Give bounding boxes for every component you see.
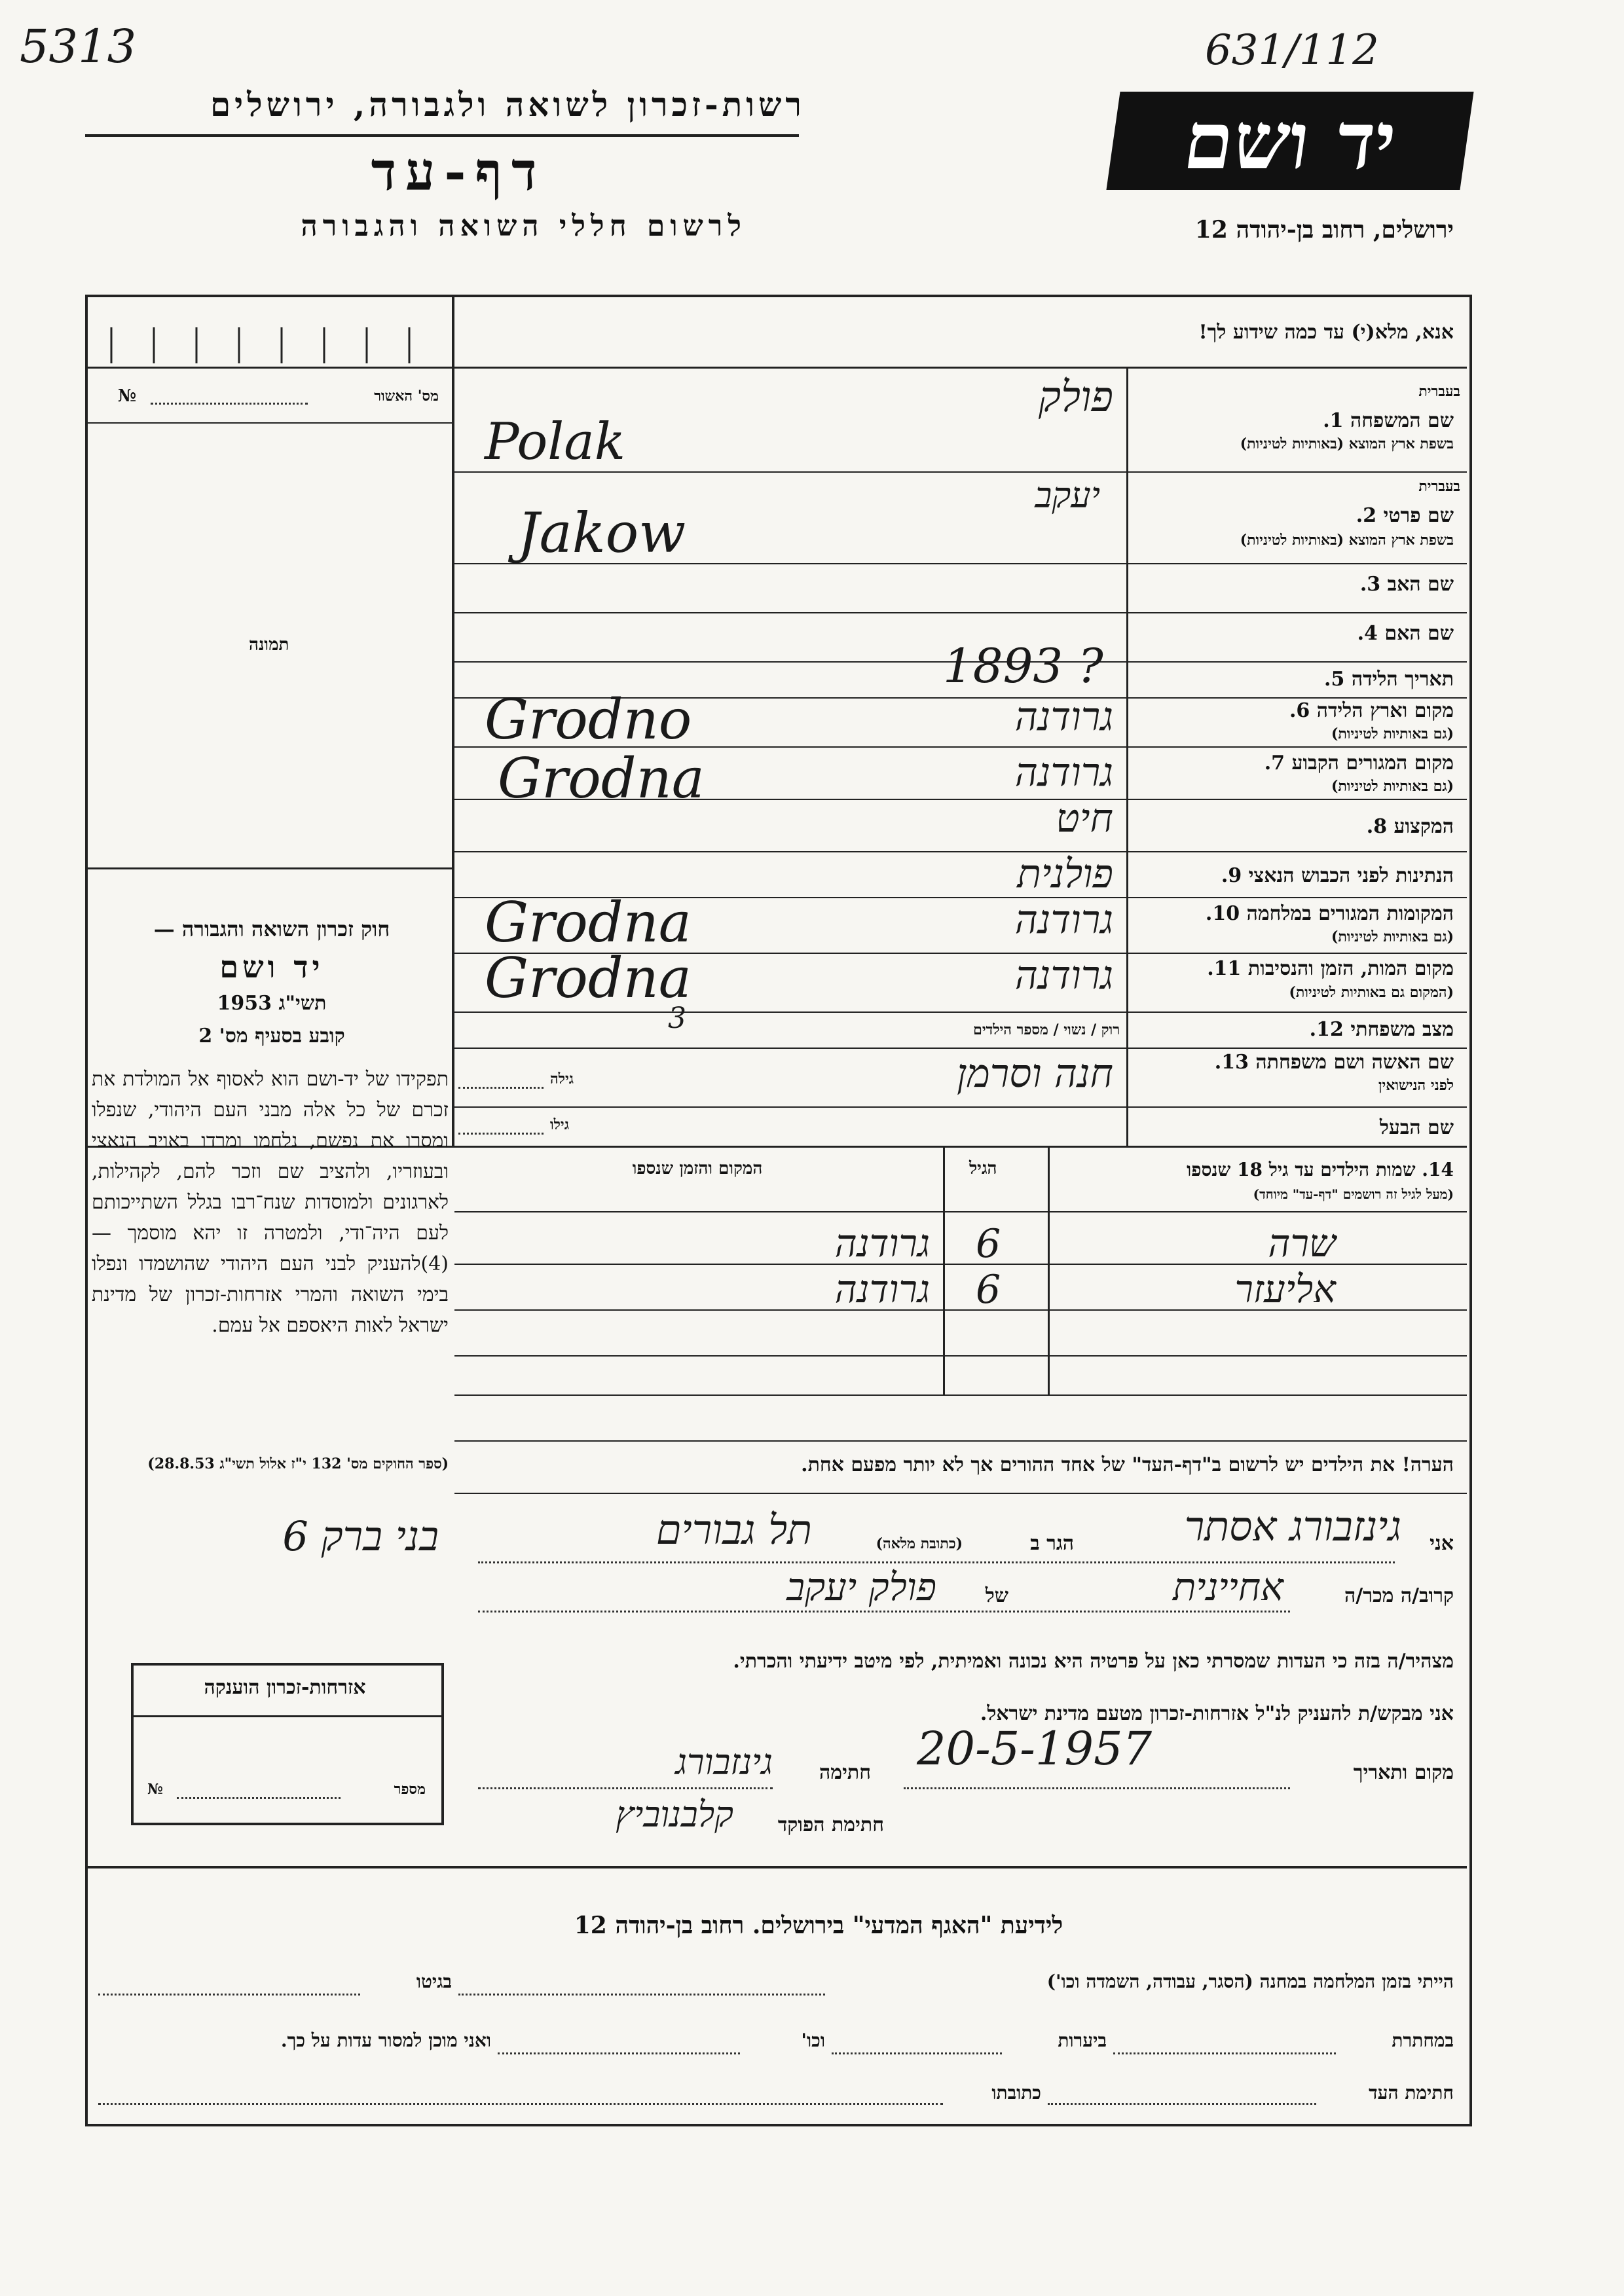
children-header-rule: [454, 1211, 1467, 1212]
birth-place-latin[interactable]: Grodno: [485, 687, 692, 752]
footer-line1: הייתי בזמן המלחמה במחנה (הסגר, עבודה, השמדה וכו'): [1046, 1971, 1454, 1992]
archive-mark-right: 631/112: [1205, 26, 1379, 75]
place-date-rule: [904, 1787, 1290, 1789]
field-label-first-name: [1133, 504, 1454, 527]
field-label-birth-place: [1133, 699, 1454, 722]
children-label: 14. שמות הילדים עד גיל 18 שנספו: [1187, 1159, 1454, 1180]
citizenship-value[interactable]: פולנית: [1017, 851, 1113, 897]
children-col-place: המקום והזמן שנספו: [632, 1159, 763, 1178]
law-name: יד ושם: [219, 949, 324, 985]
field-number: 5.: [1324, 668, 1345, 691]
underground-field[interactable]: [1113, 2052, 1336, 2054]
war-residence-latin[interactable]: Grodna: [485, 890, 692, 955]
place-date-label: מקום ותאריך: [1353, 1761, 1454, 1784]
photo-bottom-rule: [85, 867, 452, 869]
marital-options: רוק / נשוי / מספר הילדים: [973, 1021, 1120, 1038]
archive-mark-left: 5313: [20, 20, 137, 73]
row-rule: [454, 1011, 1467, 1013]
instruction-rule: [85, 367, 1467, 369]
note-top-rule: [454, 1440, 1467, 1442]
label-column-divider: [1126, 367, 1128, 1146]
citizenship-no-sign: №: [147, 1781, 163, 1798]
child-name[interactable]: שרה: [1268, 1221, 1336, 1266]
husband-age-label: גילו: [550, 1116, 569, 1133]
forests-field[interactable]: [832, 2052, 1002, 2054]
approval-number-field[interactable]: [151, 403, 308, 405]
witness-address[interactable]: תל גבורים: [655, 1506, 812, 1554]
first-name-hebrew[interactable]: יעקב: [1035, 475, 1100, 516]
field-number: 8.: [1366, 815, 1388, 838]
ghetto-field[interactable]: [98, 1994, 360, 1995]
child-age[interactable]: 6: [976, 1221, 1001, 1267]
declaration: מצהיר/ה בזה כי העדות שמסרתי כאן על פרטיה היא נכונה ואמיתית, לפי מיטב ידיעתי והכרתי.: [733, 1650, 1454, 1673]
signature-label: חתימה: [819, 1761, 871, 1784]
children-row-rule: [454, 1394, 1467, 1396]
footer-title: לידיעת "האגף המדעי" בירושלים. רחוב בן-יהודה 12: [574, 1912, 1063, 1939]
yad-vashem-logo: [1106, 92, 1473, 190]
field-label-birth-date: [1133, 668, 1454, 691]
row-rule: [454, 612, 1467, 613]
authority-title: רשות-זכרון לשואה ולגבורה, ירושלים: [210, 85, 805, 124]
footer-rule: [85, 1866, 1467, 1868]
death-place-latin[interactable]: Grodna: [485, 946, 692, 1010]
etc-field[interactable]: [498, 2052, 740, 2054]
footer-underground: במחתרת: [1392, 2030, 1454, 2051]
address: ירושלים, רחוב בן-יהודה 12: [1194, 216, 1454, 244]
field-label-text: המקצוע: [1393, 815, 1454, 838]
footer-witness-sig: חתימת העד: [1369, 2082, 1454, 2104]
field-number: 12.: [1309, 1018, 1344, 1041]
law-text: תפקידו של יד-ושם הוא לאסוף אל המולדת את זכרם של כל אלה מבני העם היהודי, שנפלו ומסרו את נפשם, נלחמו ומרדו באויב הנאצי ובעוזריו, ולהציב שם וזכר להם, לקהילות, לארגונים ולמוסדות שנח־רבו בגלל השתייכותם לעם היה־ודי, ולמטרה זו יהא מוסמך — (4)להעניק לבני העם היהודי שהושמדו ונפלו בימי השואה והמרי אזרחות-זכרון של מדינת ישראל לאות היאספם אל עמם.: [92, 1068, 449, 1337]
relative-prefix: קרוב/ה מכר/ה: [1344, 1584, 1454, 1607]
first-name-latin[interactable]: Jakow: [517, 501, 686, 565]
citizenship-box-rule: [131, 1715, 444, 1717]
field-label-citizenship: [1133, 864, 1454, 887]
death-place-hebrew[interactable]: גרודנה: [1014, 953, 1113, 998]
field-sub-death-place: (המקום גם באותיות לטיניות): [1289, 984, 1454, 1001]
tick-strip: [85, 324, 452, 363]
field-sub-wife: לפני הנישואין: [1378, 1077, 1454, 1094]
field-label-text: המקומות המגורים במלחמה: [1246, 902, 1454, 925]
tick-marks: [85, 324, 452, 363]
row-rule: [454, 1048, 1467, 1049]
field-sub-residence: (גם באותיות לטיניות): [1331, 778, 1454, 795]
field-label-marital: [1133, 1018, 1454, 1041]
field-label-text: מקום המות, הזמן והנסיבות: [1247, 957, 1454, 980]
citizenship-number-label: מספר: [394, 1781, 426, 1798]
field-number: 4.: [1357, 622, 1378, 645]
wife-name-value[interactable]: חנה וסרמן: [956, 1051, 1113, 1097]
witness-resides: הגר ב: [1030, 1532, 1074, 1555]
wife-age-label: גילה: [550, 1070, 574, 1087]
approval-label: מס' האשור: [374, 388, 439, 405]
field-label-wife: [1133, 1051, 1454, 1074]
citizenship-number-field[interactable]: [177, 1797, 341, 1799]
citizenship-box-title: אזרחות-זכרון הוענקה: [204, 1676, 366, 1699]
law-section: קובע בסעיף מס' 2: [198, 1025, 345, 1048]
witness-prefix: אני: [1430, 1532, 1454, 1555]
hebrew-tag-2: בעברית: [1418, 478, 1460, 495]
photo-top-rule: [85, 422, 452, 424]
field-number: 11.: [1207, 957, 1242, 980]
field-label-mother: [1133, 622, 1454, 645]
family-name-hebrew[interactable]: פולק: [1038, 373, 1113, 422]
field-label-text: שם האם: [1384, 622, 1454, 645]
relative-relation[interactable]: אחיינית: [1173, 1565, 1283, 1609]
child-age[interactable]: 6: [976, 1267, 1001, 1313]
official-sig-value[interactable]: קלבנוביץ: [616, 1794, 733, 1835]
children-row-rule: [454, 1355, 1467, 1357]
child-place[interactable]: גרודנה: [834, 1267, 930, 1311]
profession-value[interactable]: חיט: [1056, 795, 1113, 841]
field-label-text: שם פרטי: [1383, 504, 1454, 527]
footer-ready: ואני מוכן למסור עדות על כך.: [280, 2030, 491, 2051]
camp-field[interactable]: [458, 1994, 825, 1995]
witness-address-field[interactable]: [98, 2103, 943, 2105]
field-label-husband: שם הבעל: [1379, 1116, 1454, 1139]
note-bottom-rule: [454, 1493, 1467, 1494]
witness-line-rule: [478, 1561, 1395, 1563]
row-rule: [454, 471, 1467, 473]
row-rule: [454, 1106, 1467, 1108]
law-heading: חוק זכרון השואה והגבורה —: [153, 917, 390, 941]
hebrew-tag-1: בעברית: [1418, 383, 1460, 400]
children-sub: (מעל לגיל זה רושמים "דף-עד" מיוחד): [1253, 1186, 1454, 1202]
footer-etc: וכו': [801, 2030, 825, 2051]
signature-value[interactable]: גינזבורג: [675, 1741, 773, 1783]
field-sub-first-name: בשפת ארץ המוצא (באותיות לטיניות): [1240, 532, 1454, 549]
field-label-text: הנתינות לפני הכבוש הנאצי: [1248, 864, 1454, 887]
witness-sig-field[interactable]: [1048, 2103, 1316, 2105]
law-reference: (ספר החוקים מס' 132 י"ז אלול תשי"ג 28.8.53): [147, 1455, 449, 1472]
field-number: 2.: [1356, 504, 1377, 527]
war-residence-hebrew[interactable]: גרודנה: [1014, 897, 1113, 943]
field-number: 3.: [1359, 573, 1381, 596]
page-title: דף-עד: [371, 141, 546, 202]
request: אני מבקש/ת להעניק לנ"ל אזרחות-זכרון מטעם מדינת ישראל.: [980, 1702, 1454, 1725]
family-name-latin[interactable]: Polak: [485, 412, 625, 471]
residence-hebrew[interactable]: גרודנה: [1014, 750, 1113, 795]
signature-rule: [478, 1787, 773, 1789]
children-count[interactable]: 3: [668, 1002, 686, 1035]
residence-latin[interactable]: Grodna: [498, 746, 705, 811]
field-label-text: מקום וארץ הלידה: [1316, 699, 1454, 722]
field-label-text: מקום המגורים הקבוע: [1291, 752, 1454, 774]
field-number: 7.: [1264, 752, 1285, 774]
witness-name[interactable]: גינזבורג אסתר: [1184, 1503, 1401, 1550]
field-label-family-name: [1133, 409, 1454, 432]
field-sub-birth-place: (גם באותיות לטיניות): [1331, 725, 1454, 742]
witness-address-label: (כתובת מלאה): [876, 1535, 963, 1552]
photo-label: תמונה: [249, 635, 289, 655]
field-label-death-place: [1133, 957, 1454, 980]
field-label-text: תאריך הלידה: [1351, 668, 1454, 691]
field-label-father: [1133, 573, 1454, 596]
birth-date-value[interactable]: 1893 ?: [943, 638, 1103, 693]
field-label-text: שם האב: [1387, 573, 1454, 596]
child-name[interactable]: אליעזר: [1234, 1267, 1336, 1311]
law-year: תשי"ג 1953: [217, 992, 327, 1015]
witness-side-note: בני ברק 6: [282, 1512, 439, 1560]
field-label-war-residence: [1133, 902, 1454, 925]
footer-address: כתובתו: [991, 2082, 1041, 2104]
official-sig-label: חתימת הפוקד: [777, 1813, 884, 1836]
husband-age-field[interactable]: [458, 1133, 544, 1135]
relative-of: של: [985, 1584, 1008, 1607]
field-label-text: שם האשה ושם משפחתה: [1255, 1051, 1454, 1074]
field-sub-family-name: בשפת ארץ המוצא (באותיות לטיניות): [1240, 435, 1454, 452]
page-subtitle: לרשום חללי השואה והגבורה: [301, 210, 747, 243]
children-col-age: הגיל: [969, 1159, 997, 1178]
field-number: 6.: [1289, 699, 1310, 722]
field-label-text: שם המשפחה: [1350, 409, 1454, 432]
field-number: 13.: [1214, 1051, 1249, 1074]
birth-place-hebrew[interactable]: גרודנה: [1014, 694, 1113, 740]
form-instruction: אנא, מלא(י) עד כמה שידוע לך!: [1198, 321, 1454, 344]
footer-forests: ביערות: [1058, 2030, 1107, 2051]
child-place[interactable]: גרודנה: [834, 1221, 930, 1266]
field-label-profession: [1133, 815, 1454, 838]
children-col-divider: [943, 1146, 945, 1394]
column-divider: [452, 295, 454, 1146]
field-sub-war-residence: (גם באותיות לטיניות): [1331, 928, 1454, 945]
place-date-value[interactable]: 20-5-1957: [917, 1722, 1153, 1776]
approval-no-sign: №: [118, 386, 137, 406]
header-rule: [85, 134, 799, 137]
field-number: 10.: [1205, 902, 1240, 925]
note-text: הערה! את הילדים יש לרשום ב"דף-העד" של אחד ההורים אך לא יותר מפעם אחת.: [801, 1453, 1454, 1476]
field-number: 9.: [1221, 864, 1242, 887]
relative-line-rule: [478, 1611, 1290, 1613]
field-label-text: מצב משפחתי: [1350, 1018, 1454, 1041]
field-label-residence: [1133, 752, 1454, 774]
footer-ghetto: בגיטו: [416, 1971, 452, 1992]
field-number: 1.: [1323, 409, 1344, 432]
logo-text: יד ושם: [1178, 94, 1402, 187]
relative-person[interactable]: פולק יעקב: [786, 1565, 936, 1609]
children-col-divider: [1048, 1146, 1050, 1394]
wife-age-field[interactable]: [458, 1087, 544, 1089]
